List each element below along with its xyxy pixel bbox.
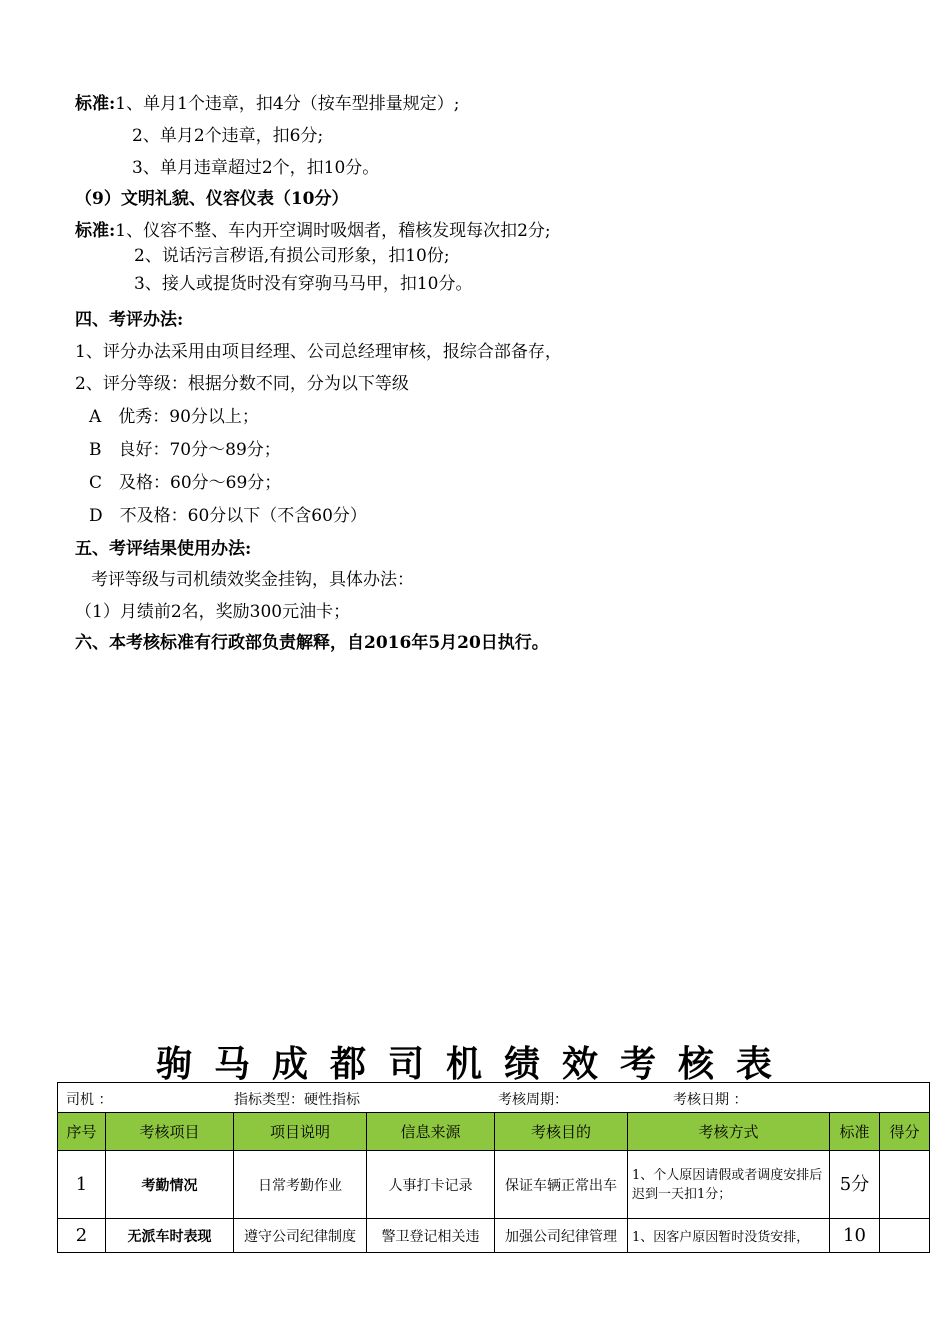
standard-item: 3、接人或提货时没有穿驹马马甲，扣10分。: [134, 274, 473, 294]
method: 1、因客户原因暂时没货安排，: [628, 1219, 830, 1253]
standard-item: 3、单月违章超过2个，扣10分。: [132, 158, 380, 178]
period-field[interactable]: 考核周期：: [498, 1092, 568, 1108]
grade-b: B 良好：70分～89分；: [89, 440, 281, 460]
section-heading-9: （9）文明礼貌、仪容仪表（10分）: [75, 189, 349, 209]
item-description: 遵守公司纪律制度: [234, 1219, 367, 1253]
header-cell: 项目说明: [234, 1113, 367, 1151]
grade-a: A 优秀：90分以上；: [89, 407, 259, 427]
grade-c: C 及格：60分～69分；: [89, 473, 282, 493]
table-header-row: [58, 1113, 930, 1151]
standard-item: 1、单月1个违章，扣4分（按车型排量规定）;: [115, 94, 460, 114]
row-number: 2: [58, 1219, 106, 1253]
standard: 10: [830, 1219, 880, 1253]
header-cell: 考核项目: [106, 1113, 234, 1151]
info-source: 警卫登记相关违: [367, 1219, 495, 1253]
standard-label: 标准:: [75, 221, 116, 241]
item-name: 考勤情况: [106, 1151, 234, 1219]
grade-d: D 不及格：60分以下（不含60分）: [89, 506, 367, 526]
table-row: [58, 1219, 930, 1253]
item-name: 无派车时表现: [106, 1219, 234, 1253]
header-cell: 序号: [58, 1113, 106, 1151]
standard-item: 2、说话污言秽语,有损公司形象，扣10份;: [134, 246, 450, 266]
section-heading-5: 五、考评结果使用办法:: [75, 539, 252, 559]
indicator-type-field: 指标类型：硬性指标: [234, 1092, 360, 1108]
standard-item: 1、仪容不整、车内开空调时吸烟者，稽核发现每次扣2分;: [115, 221, 551, 241]
header-cell: 信息来源: [367, 1113, 495, 1151]
item-description: 日常考勤作业: [234, 1151, 367, 1219]
date-field[interactable]: 考核日期 ：: [673, 1092, 748, 1108]
header-cell: 标准: [830, 1113, 880, 1151]
paragraph: 考评等级与司机绩效奖金挂钩，具体办法：: [91, 570, 414, 590]
header-cell: 得分: [880, 1113, 930, 1151]
table-row: [58, 1151, 930, 1219]
section-heading-6: 六、本考核标准有行政部负责解释，自2016年5月20日执行。: [75, 633, 549, 653]
driver-field[interactable]: 司机 ：: [66, 1092, 113, 1108]
standard-line-1: [75, 92, 459, 116]
standard-line-2: [75, 219, 551, 243]
paragraph: （1）月绩前2名，奖励300元油卡；: [75, 602, 351, 622]
evaluation-table: [57, 1082, 930, 1253]
purpose: 保证车辆正常出车: [495, 1151, 628, 1219]
paragraph: 2、评分等级：根据分数不同，分为以下等级: [75, 374, 409, 394]
standard-item: 2、单月2个违章，扣6分;: [132, 126, 324, 146]
paragraph: 1、评分办法采用由项目经理、公司总经理审核，报综合部备存，: [75, 342, 562, 362]
purpose: 加强公司纪律管理: [495, 1219, 628, 1253]
section-heading-4: 四、考评办法:: [75, 310, 184, 330]
score-cell[interactable]: [880, 1151, 930, 1219]
method: 1、个人原因请假或者调度安排后迟到一天扣1分；: [628, 1151, 830, 1219]
score-cell[interactable]: [880, 1219, 930, 1253]
info-source: 人事打卡记录: [367, 1151, 495, 1219]
form-title: 驹马成都司机绩效考核表: [155, 1043, 794, 1085]
row-number: 1: [58, 1151, 106, 1219]
header-cell: 考核方式: [628, 1113, 830, 1151]
standard-label: 标准:: [75, 94, 116, 114]
header-cell: 考核目的: [495, 1113, 628, 1151]
standard: 5分: [830, 1151, 880, 1219]
info-row: [58, 1083, 930, 1113]
